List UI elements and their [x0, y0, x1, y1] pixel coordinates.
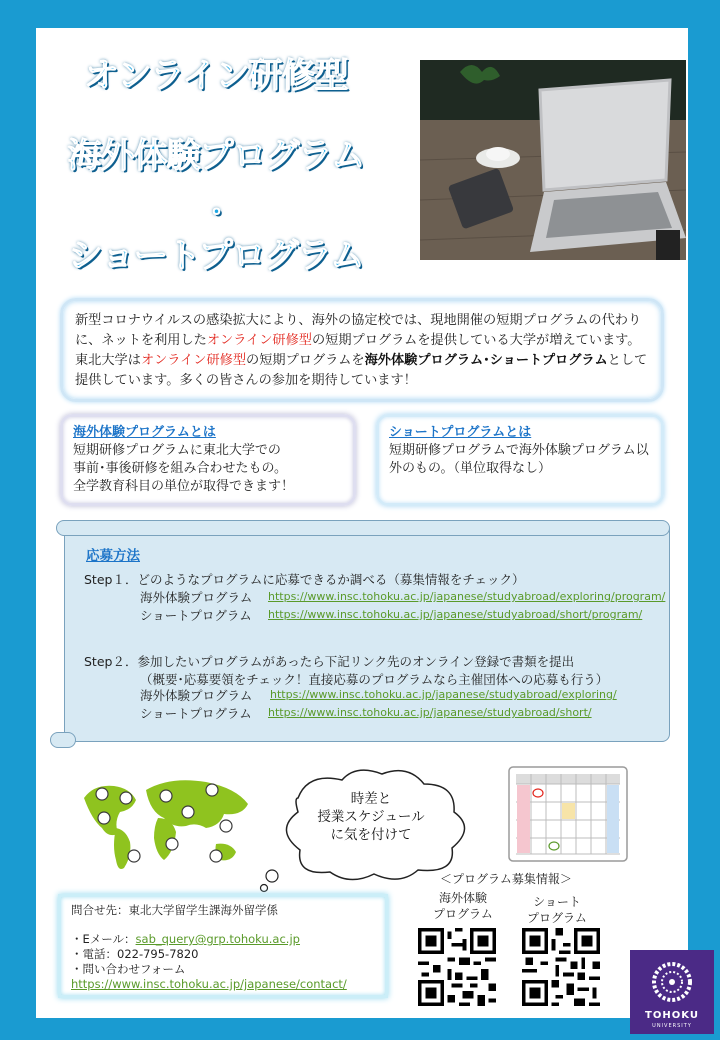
- short-line-1: 短期研修プログラムで海外体験プログラム以: [389, 443, 649, 458]
- scroll-roll-bottom: [50, 732, 76, 748]
- intro-box: [60, 298, 664, 402]
- world-map-clocks-icon: [76, 768, 256, 878]
- apply-heading: 応募方法: [86, 548, 140, 564]
- contact-form-link[interactable]: https://www.insc.tohoku.ac.jp/japanese/contact/: [71, 977, 347, 991]
- step-1: Step１．どのようなプログラムに応募できるか調べる（募集情報をチェック）: [84, 572, 525, 587]
- contact-heading: 問合せ先：東北大学留学生課海外留学係: [71, 903, 278, 917]
- cloud-line-1: 時差と: [350, 791, 392, 807]
- tohoku-emblem-icon: [630, 950, 714, 1010]
- short-program-box: [376, 414, 664, 506]
- logo-sub: UNIVERSITY: [652, 1023, 692, 1029]
- qr-short-line-1: ショート: [533, 895, 581, 909]
- step1-exploring-label: 海外体験プログラム: [140, 590, 253, 605]
- title-line-2: 海外体験プログラム: [67, 136, 365, 176]
- title-line-4: ショートプログラム: [68, 236, 364, 276]
- step1-short-label: ショートプログラム: [140, 608, 252, 623]
- title-line-3: ・: [201, 196, 231, 231]
- qr-code-short[interactable]: [522, 928, 600, 1006]
- application-scroll: [50, 520, 670, 750]
- logo-name: TOHOKU: [645, 1010, 699, 1021]
- qr-exploring-line-2: プログラム: [433, 907, 493, 921]
- exploring-line-2: 事前･事後研修を組み合わせたもの。: [73, 461, 287, 476]
- qr-short-line-2: プログラム: [527, 911, 587, 925]
- calendar-icon: [508, 766, 628, 862]
- tohoku-university-logo: [630, 950, 714, 1034]
- step2-short-link[interactable]: https://www.insc.tohoku.ac.jp/japanese/studyabroad/short/: [268, 706, 592, 719]
- cloud-line-3: に気を付けて: [330, 827, 412, 843]
- laptop-photo: [420, 60, 686, 260]
- recruit-title: ＜プログラム募集情報＞: [440, 872, 572, 886]
- exploring-heading: 海外体験プログラムとは: [73, 425, 216, 440]
- short-heading: ショートプログラムとは: [389, 425, 532, 440]
- cloud-text: [268, 790, 474, 844]
- step-2-note: （概要･応募要領をチェック！直接応募のプログラムなら主催団体への応募も行う）: [140, 672, 609, 687]
- intro-bold: 海外体験プログラム･ショートプログラム: [364, 353, 608, 368]
- contact-phone: ・電話：022-795-7820: [71, 947, 199, 961]
- flyer-page: [36, 28, 688, 1018]
- exploring-line-1: 短期研修プログラムに東北大学での: [73, 443, 281, 458]
- contact-email-row: [71, 932, 375, 947]
- intro-text-2-mid: の短期プログラムを: [246, 353, 365, 368]
- step-2: Step２．参加したいプログラムがあったら下記リンク先のオンライン登録で書類を提出: [84, 654, 575, 669]
- contact-email-label: ・Eメール：: [71, 932, 136, 946]
- step1-exploring-link[interactable]: https://www.insc.tohoku.ac.jp/japanese/studyabroad/exploring/program/: [268, 590, 666, 603]
- qr-exploring-line-1: 海外体験: [438, 891, 487, 905]
- exploring-program-box: [60, 414, 356, 506]
- qr-code-exploring[interactable]: [418, 928, 496, 1006]
- intro-text-1-end: の短期プログラムを提供している大学が増えています。: [311, 333, 641, 348]
- intro-highlight-2: オンライン研修型: [140, 353, 247, 368]
- exploring-line-3: 全学教育科目の単位が取得できます！: [73, 479, 295, 494]
- contact-box: [58, 894, 388, 998]
- intro-highlight-1: オンライン研修型: [206, 333, 312, 348]
- cloud-line-2: 授業スケジュール: [317, 809, 425, 825]
- qr-exploring-label: [428, 890, 498, 922]
- contact-form-label: ・問い合わせフォーム: [71, 962, 186, 976]
- step2-short-label: ショートプログラム: [140, 706, 252, 721]
- short-line-2: 外のもの。（単位取得なし）: [389, 461, 551, 476]
- title-line-1: オンライン研修型: [84, 56, 348, 96]
- step1-short-link[interactable]: https://www.insc.tohoku.ac.jp/japanese/studyabroad/short/program/: [268, 608, 643, 621]
- qr-short-label: [522, 894, 592, 926]
- step2-exploring-label: 海外体験プログラム: [140, 688, 253, 703]
- step2-exploring-link[interactable]: https://www.insc.tohoku.ac.jp/japanese/studyabroad/exploring/: [270, 688, 617, 701]
- intro-text-2: 東北大学は: [75, 353, 141, 368]
- contact-email-link[interactable]: sab_query@grp.tohoku.ac.jp: [135, 932, 300, 946]
- intro-text-1: 新型コロナウイルスの感染拡大により、海外の協定校では、現地開催の短期プログラムの代わりに、ネットを利用した: [75, 313, 642, 348]
- scroll-roll-top: [56, 520, 670, 536]
- intro-text-2-end: として提供しています。多くの皆さんの参加を期待しています！: [75, 353, 648, 388]
